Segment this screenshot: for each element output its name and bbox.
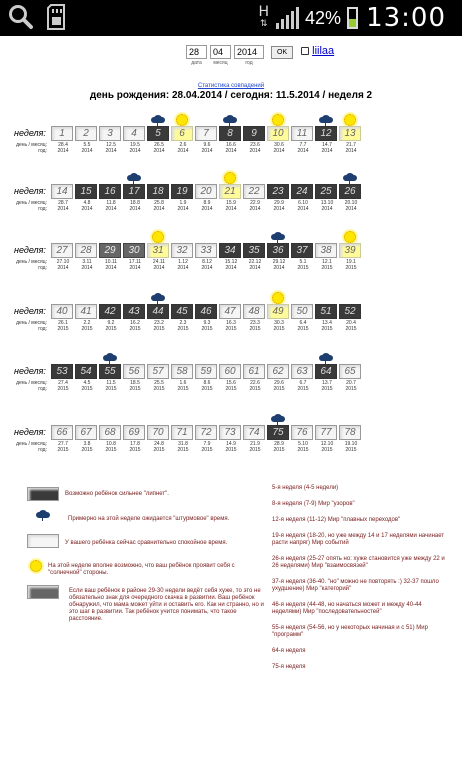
week-cell[interactable]: 49 bbox=[267, 304, 289, 319]
week-date: 12.10 2015 bbox=[320, 441, 334, 453]
month-input[interactable] bbox=[210, 45, 231, 59]
week-cell[interactable]: 73 bbox=[219, 425, 241, 440]
week-date: 6.4 2015 bbox=[297, 320, 309, 332]
week-date: 17.11 2014 bbox=[128, 259, 142, 271]
sd-card-icon bbox=[46, 4, 66, 30]
week-date: 30.6 2014 bbox=[273, 142, 285, 154]
week-date: 24.11 2014 bbox=[152, 259, 166, 271]
week-cell[interactable]: 25 bbox=[315, 184, 337, 199]
day-month-label: день / месяц: bbox=[16, 320, 47, 326]
week-date: 5.1 2015 bbox=[297, 259, 309, 271]
storm-cloud-icon bbox=[127, 173, 141, 183]
week-date: 18.8 2014 bbox=[129, 200, 141, 212]
search-icon[interactable] bbox=[8, 4, 34, 30]
week-cell[interactable]: 33 bbox=[195, 243, 217, 258]
date-labels bbox=[8, 441, 47, 453]
legend-dark-text: Возможно ребёнок сильнее "липнет". bbox=[65, 491, 169, 497]
week-date: 25.5 2015 bbox=[153, 380, 165, 392]
legend-storm bbox=[36, 510, 256, 523]
week-date: 16.3 2015 bbox=[225, 320, 237, 332]
week-date: 17.8 2015 bbox=[129, 441, 141, 453]
week-label: неделя: bbox=[14, 306, 46, 316]
week-cell[interactable]: 24 bbox=[291, 184, 313, 199]
sun-icon bbox=[272, 114, 284, 126]
year-field-group bbox=[234, 45, 264, 66]
week-cell[interactable]: 15 bbox=[75, 184, 97, 199]
day-field-group bbox=[186, 45, 207, 66]
week-date: 20.7 2015 bbox=[345, 380, 357, 392]
legend-medium-swatch bbox=[27, 585, 59, 599]
week-cell[interactable]: 12 bbox=[315, 126, 337, 141]
week-cell[interactable]: 37 bbox=[291, 243, 313, 258]
year-row-label: год: bbox=[38, 326, 47, 332]
week-cell[interactable]: 55 bbox=[99, 364, 121, 379]
week-cell[interactable]: 2 bbox=[75, 126, 97, 141]
clock-time: 13:00 bbox=[366, 3, 446, 33]
legend-medium bbox=[27, 585, 264, 623]
legend-calm-text: У вашего ребёнка сейчас сравнительно спокойное время. bbox=[65, 540, 228, 546]
week-date: 26.1 2015 bbox=[57, 320, 69, 332]
week-cell[interactable]: 61 bbox=[243, 364, 265, 379]
week-date: 3.8 2015 bbox=[81, 441, 93, 453]
week-date: 7.9 2015 bbox=[201, 441, 213, 453]
week-date: 27.7 2015 bbox=[57, 441, 69, 453]
week-cell[interactable]: 48 bbox=[243, 304, 265, 319]
week-date: 12.1 2015 bbox=[321, 259, 333, 271]
leap-item: 26-я неделя (25-27 опять но: хуже становится уже между 22 и 26 неделями) Мир "взаимосвязей" bbox=[272, 556, 445, 569]
legend-calm-swatch bbox=[27, 534, 59, 548]
week-cell[interactable]: 59 bbox=[195, 364, 217, 379]
week-date: 20.4 2015 bbox=[345, 320, 357, 332]
week-cell[interactable]: 45 bbox=[171, 304, 193, 319]
week-cell[interactable]: 29 bbox=[99, 243, 121, 258]
date-labels bbox=[8, 200, 47, 212]
week-date: 14.7 2014 bbox=[321, 142, 333, 154]
leaps-list bbox=[272, 485, 447, 680]
week-date: 11.8 2014 bbox=[105, 200, 117, 212]
week-date: 4.8 2014 bbox=[81, 200, 93, 212]
week-date: 8.12 2014 bbox=[201, 259, 213, 271]
week-cell[interactable]: 17 bbox=[123, 184, 145, 199]
week-cell[interactable]: 10 bbox=[267, 126, 289, 141]
week-cell[interactable]: 4 bbox=[123, 126, 145, 141]
week-cell[interactable]: 13 bbox=[339, 126, 361, 141]
sun-icon bbox=[344, 231, 356, 243]
week-date: 18.5 2015 bbox=[129, 380, 141, 392]
week-cell[interactable]: 46 bbox=[195, 304, 217, 319]
week-cell[interactable]: 44 bbox=[147, 304, 169, 319]
week-date: 19.1 2015 bbox=[345, 259, 357, 271]
week-cell[interactable]: 32 bbox=[171, 243, 193, 258]
week-cell[interactable]: 64 bbox=[315, 364, 337, 379]
legend-dark-swatch bbox=[27, 487, 59, 501]
week-cell[interactable]: 78 bbox=[339, 425, 361, 440]
week-date: 4.5 2015 bbox=[81, 380, 93, 392]
year-input[interactable] bbox=[234, 45, 264, 59]
week-date: 23.2 2015 bbox=[153, 320, 165, 332]
week-date: 8.6 2015 bbox=[201, 380, 213, 392]
birthdate-form bbox=[186, 45, 334, 66]
week-cell[interactable]: 20 bbox=[195, 184, 217, 199]
week-date: 9.6 2014 bbox=[201, 142, 213, 154]
week-cell[interactable]: 60 bbox=[219, 364, 241, 379]
week-cell[interactable]: 22 bbox=[243, 184, 265, 199]
week-cell[interactable]: 30 bbox=[123, 243, 145, 258]
week-date: 29.9 2014 bbox=[273, 200, 285, 212]
week-date: 30.3 2015 bbox=[273, 320, 285, 332]
battery-percent: 42% bbox=[305, 7, 342, 28]
week-date: 15.12 2014 bbox=[224, 259, 238, 271]
stats-link[interactable]: Статистика совпадений bbox=[197, 83, 265, 89]
week-row bbox=[51, 184, 363, 199]
week-date: 13.10 2014 bbox=[320, 200, 334, 212]
network-type: H bbox=[258, 4, 270, 20]
week-label: неделя: bbox=[14, 186, 46, 196]
week-cell[interactable]: 50 bbox=[291, 304, 313, 319]
week-row bbox=[51, 243, 363, 258]
week-date: 25.8 2014 bbox=[153, 200, 165, 212]
storm-cloud-icon bbox=[151, 293, 165, 303]
week-cell[interactable]: 67 bbox=[75, 425, 97, 440]
week-date: 21.9 2015 bbox=[249, 441, 261, 453]
week-date: 15.6 2015 bbox=[225, 380, 237, 392]
status-bar bbox=[0, 0, 462, 36]
legend-storm-text: Примерно на этой неделе ожидается "штурмовое" время. bbox=[68, 516, 230, 522]
week-cell[interactable]: 54 bbox=[75, 364, 97, 379]
week-cell[interactable]: 75 bbox=[267, 425, 289, 440]
week-cell[interactable]: 53 bbox=[51, 364, 73, 379]
week-date: 19.5 2014 bbox=[129, 142, 141, 154]
sun-icon bbox=[272, 292, 284, 304]
week-cell[interactable]: 27 bbox=[51, 243, 73, 258]
week-cell[interactable]: 47 bbox=[219, 304, 241, 319]
week-date: 3.11 2014 bbox=[81, 259, 93, 271]
storm-cloud-icon bbox=[319, 353, 333, 363]
day-label: дата bbox=[191, 60, 202, 66]
week-date: 22.9 2014 bbox=[249, 200, 261, 212]
week-cell[interactable]: 66 bbox=[51, 425, 73, 440]
week-date: 1.12 2014 bbox=[177, 259, 189, 271]
week-label: неделя: bbox=[14, 245, 46, 255]
week-cell[interactable]: 38 bbox=[315, 243, 337, 258]
week-date: 2.3 2015 bbox=[177, 320, 189, 332]
leap-item: 55-я неделя (54-56, но у некоторых начиная и с 51) Мир "программ" bbox=[272, 625, 428, 638]
week-date: 26.5 2014 bbox=[153, 142, 165, 154]
week-cell[interactable]: 72 bbox=[195, 425, 217, 440]
week-cell[interactable]: 36 bbox=[267, 243, 289, 258]
leap-item: 46-я неделя (44-48, но начаться может и между 40-44 неделями) Мир "последовательностей" bbox=[272, 602, 422, 615]
week-cell[interactable]: 7 bbox=[195, 126, 217, 141]
leap-item: 5-я неделя (4-5 недели) bbox=[272, 485, 339, 491]
week-date: 7.7 2014 bbox=[297, 142, 309, 154]
week-date: 5.5 2014 bbox=[81, 142, 93, 154]
week-date: 9.2 2015 bbox=[105, 320, 117, 332]
storm-cloud-icon bbox=[271, 232, 285, 242]
week-date: 6.7 2015 bbox=[297, 380, 309, 392]
year-row-label: год: bbox=[38, 265, 47, 271]
year-label: год bbox=[245, 60, 253, 66]
week-date: 27.10 2014 bbox=[56, 259, 70, 271]
week-cell[interactable]: 21 bbox=[219, 184, 241, 199]
week-date: 10.11 2014 bbox=[104, 259, 118, 271]
year-row-label: год: bbox=[38, 386, 47, 392]
week-cell[interactable]: 62 bbox=[267, 364, 289, 379]
week-date: 11.5 2015 bbox=[105, 380, 117, 392]
week-date: 6.10 2014 bbox=[297, 200, 309, 212]
date-labels bbox=[8, 142, 47, 154]
week-date: 28.9 2015 bbox=[273, 441, 285, 453]
day-input[interactable] bbox=[186, 45, 207, 59]
leap-item: 8-я неделя (7-9) Мир "узоров" bbox=[272, 501, 355, 507]
sun-icon bbox=[30, 560, 42, 572]
week-row bbox=[51, 364, 363, 379]
week-date: 13.7 2015 bbox=[321, 380, 333, 392]
week-cell[interactable]: 71 bbox=[171, 425, 193, 440]
week-cell[interactable]: 26 bbox=[339, 184, 361, 199]
week-date: 19.10 2015 bbox=[344, 441, 358, 453]
week-cell[interactable]: 3 bbox=[99, 126, 121, 141]
week-cell[interactable]: 43 bbox=[123, 304, 145, 319]
storm-cloud-icon bbox=[36, 510, 50, 520]
week-row bbox=[51, 425, 363, 440]
storm-cloud-icon bbox=[151, 115, 165, 125]
storm-cloud-icon bbox=[319, 115, 333, 125]
week-cell[interactable]: 41 bbox=[75, 304, 97, 319]
leap-item: 75-я неделя bbox=[272, 664, 306, 670]
week-date: 8.9 2014 bbox=[201, 200, 213, 212]
week-dates bbox=[51, 259, 363, 271]
day-month-label: день / месяц: bbox=[16, 441, 47, 447]
week-date: 2.2 2015 bbox=[81, 320, 93, 332]
week-cell[interactable]: 52 bbox=[339, 304, 361, 319]
week-cell[interactable]: 5 bbox=[147, 126, 169, 141]
week-date: 13.4 2015 bbox=[321, 320, 333, 332]
ok-button[interactable]: OK bbox=[271, 46, 293, 59]
week-date: 20.10 2014 bbox=[344, 200, 358, 212]
week-label: неделя: bbox=[14, 366, 46, 376]
week-date: 12.5 2014 bbox=[105, 142, 117, 154]
week-cell[interactable]: 77 bbox=[315, 425, 337, 440]
week-cell[interactable]: 70 bbox=[147, 425, 169, 440]
storm-cloud-icon bbox=[103, 353, 117, 363]
day-month-label: день / месяц: bbox=[16, 380, 47, 386]
network-arrows-icon: H ⇅ bbox=[258, 4, 270, 29]
week-date: 28.4 2014 bbox=[57, 142, 69, 154]
week-cell[interactable]: 57 bbox=[147, 364, 169, 379]
week-date: 29.12 2014 bbox=[272, 259, 286, 271]
week-dates bbox=[51, 142, 363, 154]
legend-dark bbox=[27, 487, 257, 501]
sun-icon bbox=[344, 114, 356, 126]
week-cell[interactable]: 76 bbox=[291, 425, 313, 440]
month-field-group bbox=[210, 45, 231, 66]
week-cell[interactable]: 40 bbox=[51, 304, 73, 319]
legend-medium-text: Если ваш ребёнок в районе 29-30 недели ведёт себя хуже, то это не обязательно знак для очередного скачка в развитии. Ваш ребёнок обнаружил, что мама может уйти и оставить его. Как ни странно, но и это шаг в развитии. Так ребёнок учится понимать, что такое расстояние. bbox=[69, 588, 264, 622]
month-label: месяц bbox=[213, 60, 228, 66]
user-icon bbox=[301, 47, 309, 55]
week-date: 31.8 2015 bbox=[177, 441, 189, 453]
week-label: неделя: bbox=[14, 427, 46, 437]
year-row-label: год: bbox=[38, 447, 47, 453]
leap-item: 19-я неделя (18-20, но уже между 14 и 17 неделями начинает расти напряг) Мир событий bbox=[272, 533, 445, 546]
week-dates bbox=[51, 320, 363, 332]
week-cell[interactable]: 11 bbox=[291, 126, 313, 141]
week-cell[interactable]: 31 bbox=[147, 243, 169, 258]
day-month-label: день / месяц: bbox=[16, 142, 47, 148]
week-date: 16.6 2014 bbox=[225, 142, 237, 154]
legend-sun-text: На этой неделе вполне возможно, что ваш ребёнок проявит себя с "солнечной" стороны. bbox=[48, 563, 235, 576]
storm-cloud-icon bbox=[343, 173, 357, 183]
week-date: 22.12 2014 bbox=[248, 259, 262, 271]
week-cell[interactable]: 42 bbox=[99, 304, 121, 319]
week-cell[interactable]: 16 bbox=[99, 184, 121, 199]
week-date: 10.8 2015 bbox=[105, 441, 117, 453]
week-date: 2.6 2014 bbox=[177, 142, 189, 154]
legend-sun bbox=[30, 558, 255, 577]
week-date: 27.4 2015 bbox=[57, 380, 69, 392]
day-month-label: день / месяц: bbox=[16, 259, 47, 265]
week-date: 21.7 2014 bbox=[345, 142, 357, 154]
week-date: 14.9 2015 bbox=[225, 441, 237, 453]
storm-cloud-icon bbox=[271, 414, 285, 424]
week-cell[interactable]: 74 bbox=[243, 425, 265, 440]
year-row-label: год: bbox=[38, 206, 47, 212]
week-cell[interactable]: 34 bbox=[219, 243, 241, 258]
battery-icon bbox=[347, 7, 358, 29]
week-cell[interactable]: 8 bbox=[219, 126, 241, 141]
date-labels bbox=[8, 320, 47, 332]
week-cell[interactable]: 39 bbox=[339, 243, 361, 258]
leap-item: 64-я неделя bbox=[272, 648, 306, 654]
week-date: 16.2 2015 bbox=[129, 320, 141, 332]
week-cell[interactable]: 56 bbox=[123, 364, 145, 379]
week-cell[interactable]: 14 bbox=[51, 184, 73, 199]
week-cell[interactable]: 9 bbox=[243, 126, 265, 141]
week-date: 1.9 2014 bbox=[177, 200, 189, 212]
week-cell[interactable]: 35 bbox=[243, 243, 265, 258]
storm-cloud-icon bbox=[223, 115, 237, 125]
page-heading: день рождения: 28.04.2014 / сегодня: 11.5.2014 / неделя 2 bbox=[89, 90, 373, 101]
week-cell[interactable]: 19 bbox=[171, 184, 193, 199]
date-labels bbox=[8, 259, 47, 271]
week-cell[interactable]: 69 bbox=[123, 425, 145, 440]
week-date: 15.9 2014 bbox=[225, 200, 237, 212]
week-label: неделя: bbox=[14, 128, 46, 138]
sun-icon bbox=[224, 172, 236, 184]
week-cell[interactable]: 68 bbox=[99, 425, 121, 440]
week-cell[interactable]: 51 bbox=[315, 304, 337, 319]
week-row bbox=[51, 126, 363, 141]
week-cell[interactable]: 23 bbox=[267, 184, 289, 199]
week-date: 22.6 2015 bbox=[249, 380, 261, 392]
week-row bbox=[51, 304, 363, 319]
sun-icon bbox=[152, 231, 164, 243]
week-date: 28.7 2014 bbox=[57, 200, 69, 212]
year-row-label: год: bbox=[38, 148, 47, 154]
week-cell[interactable]: 1 bbox=[51, 126, 73, 141]
legend-calm bbox=[27, 534, 257, 548]
week-date: 24.8 2015 bbox=[153, 441, 165, 453]
week-dates bbox=[51, 441, 363, 453]
week-date: 1.6 2015 bbox=[177, 380, 189, 392]
user-profile bbox=[301, 45, 334, 57]
week-date: 29.6 2015 bbox=[273, 380, 285, 392]
signal-icon bbox=[275, 6, 301, 30]
week-cell[interactable]: 65 bbox=[339, 364, 361, 379]
leap-item: 37-я неделя (36-40. "но" можно не повторять :) 32-37 пошло ухудшение) Мир "категорий" bbox=[272, 579, 439, 592]
week-date: 23.3 2015 bbox=[249, 320, 261, 332]
week-cell[interactable]: 18 bbox=[147, 184, 169, 199]
user-name-link[interactable]: liilaa bbox=[312, 45, 335, 57]
week-date: 23.6 2014 bbox=[249, 142, 261, 154]
week-date: 9.3 2015 bbox=[201, 320, 213, 332]
sun-icon bbox=[176, 114, 188, 126]
week-dates bbox=[51, 200, 363, 212]
week-cell[interactable]: 58 bbox=[171, 364, 193, 379]
date-labels bbox=[8, 380, 47, 392]
week-cell[interactable]: 63 bbox=[291, 364, 313, 379]
week-date: 5.10 2015 bbox=[297, 441, 309, 453]
day-month-label: день / месяц: bbox=[16, 200, 47, 206]
leap-item: 12-я неделя (11-12) Мир "плавных переходов" bbox=[272, 517, 401, 523]
week-cell[interactable]: 28 bbox=[75, 243, 97, 258]
week-dates bbox=[51, 380, 363, 392]
week-cell[interactable]: 6 bbox=[171, 126, 193, 141]
